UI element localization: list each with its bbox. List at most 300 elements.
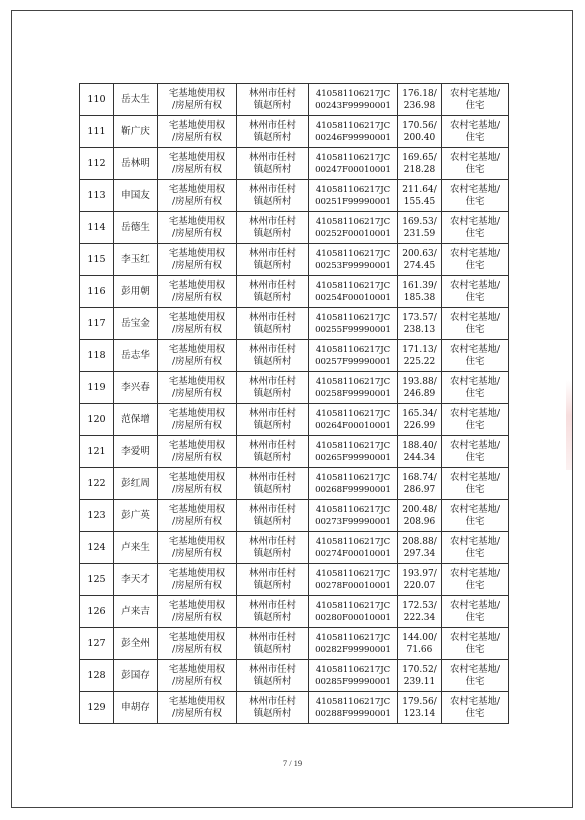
right-type-cell-line: /房屋所有权 xyxy=(171,579,223,591)
location-cell-line: 镇赵所村 xyxy=(253,387,292,399)
unit-code-cell xyxy=(309,564,398,596)
area-cell xyxy=(398,468,442,500)
usage-cell xyxy=(442,372,509,404)
unit-code-cell xyxy=(309,244,398,276)
usage-cell xyxy=(442,436,509,468)
unit-code-cell xyxy=(309,532,398,564)
area-cell-line: 274.45 xyxy=(403,260,436,271)
owner-name-cell: 岳志华 xyxy=(114,340,158,372)
usage-cell-line: 农村宅基地/ xyxy=(449,663,501,675)
area-cell-line: 161.39/ xyxy=(402,280,437,291)
row-number-cell: 122 xyxy=(80,468,114,500)
unit-code-cell xyxy=(309,628,398,660)
unit-code-cell-line: 410581106217JC xyxy=(315,632,391,643)
usage-cell-line: 住宅 xyxy=(465,611,485,623)
unit-code-cell xyxy=(309,84,398,116)
row-number-cell: 112 xyxy=(80,148,114,180)
area-cell-line: 155.45 xyxy=(403,196,436,207)
unit-code-cell xyxy=(309,212,398,244)
unit-code-cell-line: 00280F00010001 xyxy=(315,612,391,623)
table-row xyxy=(80,276,509,308)
unit-code-cell-line: 410581106217JC xyxy=(315,440,391,451)
usage-cell-line: 住宅 xyxy=(465,163,485,175)
usage-cell-line: 住宅 xyxy=(465,227,485,239)
unit-code-cell-line: 410581106217JC xyxy=(315,600,391,611)
usage-cell xyxy=(442,212,509,244)
right-type-cell-line: 宅基地使用权 xyxy=(168,567,226,579)
location-cell-line: 镇赵所村 xyxy=(253,515,292,527)
location-cell-line: 镇赵所村 xyxy=(253,291,292,303)
location-cell-line: 林州市任村 xyxy=(249,407,296,419)
usage-cell xyxy=(442,340,509,372)
usage-cell-line: 农村宅基地/ xyxy=(449,567,501,579)
unit-code-cell-line: 00288F99990001 xyxy=(315,708,391,719)
area-cell-line: 236.98 xyxy=(403,100,436,111)
table-row xyxy=(80,692,509,724)
right-type-cell xyxy=(158,276,237,308)
table-row xyxy=(80,660,509,692)
unit-code-cell-line: 00268F99990001 xyxy=(315,484,391,495)
unit-code-cell-line: 410581106217JC xyxy=(315,376,391,387)
unit-code-cell-line: 00265F99990001 xyxy=(315,452,391,463)
right-type-cell-line: 宅基地使用权 xyxy=(168,439,226,451)
location-cell xyxy=(237,212,309,244)
right-type-cell xyxy=(158,436,237,468)
usage-cell-line: 住宅 xyxy=(465,547,485,559)
area-cell-line: 200.40 xyxy=(403,132,436,143)
unit-code-cell-line: 00247F00010001 xyxy=(315,164,391,175)
table-row xyxy=(80,116,509,148)
owner-name-cell: 李兴春 xyxy=(114,372,158,404)
area-cell-line: 220.07 xyxy=(403,580,436,591)
area-cell-line: 71.66 xyxy=(406,644,433,655)
right-type-cell xyxy=(158,180,237,212)
location-cell xyxy=(237,84,309,116)
location-cell-line: 镇赵所村 xyxy=(253,419,292,431)
location-cell xyxy=(237,148,309,180)
unit-code-cell-line: 00251F99990001 xyxy=(315,196,391,207)
right-type-cell-line: 宅基地使用权 xyxy=(168,471,226,483)
usage-cell-line: 农村宅基地/ xyxy=(449,279,501,291)
usage-cell-line: 住宅 xyxy=(465,515,485,527)
right-type-cell xyxy=(158,628,237,660)
property-rights-table xyxy=(79,83,509,724)
usage-cell-line: 农村宅基地/ xyxy=(449,311,501,323)
area-cell-line: 170.56/ xyxy=(402,120,437,131)
right-type-cell-line: 宅基地使用权 xyxy=(168,663,226,675)
location-cell-line: 镇赵所村 xyxy=(253,547,292,559)
right-type-cell xyxy=(158,500,237,532)
location-cell-line: 林州市任村 xyxy=(249,343,296,355)
right-type-cell xyxy=(158,212,237,244)
area-cell xyxy=(398,308,442,340)
location-cell-line: 林州市任村 xyxy=(249,439,296,451)
area-cell xyxy=(398,180,442,212)
location-cell-line: 林州市任村 xyxy=(249,375,296,387)
right-type-cell-line: 宅基地使用权 xyxy=(168,695,226,707)
usage-cell-line: 住宅 xyxy=(465,643,485,655)
usage-cell-line: 农村宅基地/ xyxy=(449,503,501,515)
usage-cell-line: 住宅 xyxy=(465,387,485,399)
usage-cell-line: 住宅 xyxy=(465,451,485,463)
unit-code-cell-line: 00243F99990001 xyxy=(315,100,391,111)
right-type-cell-line: /房屋所有权 xyxy=(171,323,223,335)
owner-name-cell: 李天才 xyxy=(114,564,158,596)
row-number-cell: 113 xyxy=(80,180,114,212)
usage-cell-line: 住宅 xyxy=(465,355,485,367)
area-cell-line: 193.88/ xyxy=(402,376,437,387)
area-cell xyxy=(398,244,442,276)
unit-code-cell-line: 00264F00010001 xyxy=(315,420,391,431)
unit-code-cell-line: 410581106217JC xyxy=(315,248,391,259)
usage-cell xyxy=(442,244,509,276)
table-row xyxy=(80,628,509,660)
usage-cell-line: 住宅 xyxy=(465,707,485,719)
right-type-cell-line: /房屋所有权 xyxy=(171,195,223,207)
right-type-cell-line: /房屋所有权 xyxy=(171,131,223,143)
location-cell-line: 林州市任村 xyxy=(249,695,296,707)
right-type-cell-line: /房屋所有权 xyxy=(171,227,223,239)
usage-cell xyxy=(442,532,509,564)
location-cell xyxy=(237,596,309,628)
right-type-cell-line: /房屋所有权 xyxy=(171,707,223,719)
right-type-cell-line: 宅基地使用权 xyxy=(168,183,226,195)
right-type-cell-line: 宅基地使用权 xyxy=(168,151,226,163)
usage-cell-line: 住宅 xyxy=(465,675,485,687)
unit-code-cell xyxy=(309,596,398,628)
row-number-cell: 118 xyxy=(80,340,114,372)
right-type-cell xyxy=(158,596,237,628)
right-type-cell xyxy=(158,692,237,724)
area-cell-line: 165.34/ xyxy=(402,408,437,419)
table-row xyxy=(80,180,509,212)
area-cell-line: 172.53/ xyxy=(402,600,437,611)
area-cell xyxy=(398,564,442,596)
usage-cell-line: 住宅 xyxy=(465,579,485,591)
area-cell xyxy=(398,436,442,468)
right-type-cell xyxy=(158,244,237,276)
unit-code-cell-line: 410581106217JC xyxy=(315,568,391,579)
usage-cell-line: 农村宅基地/ xyxy=(449,439,501,451)
unit-code-cell xyxy=(309,468,398,500)
area-cell xyxy=(398,628,442,660)
area-cell xyxy=(398,372,442,404)
location-cell-line: 林州市任村 xyxy=(249,631,296,643)
right-type-cell-line: /房屋所有权 xyxy=(171,387,223,399)
area-cell xyxy=(398,692,442,724)
right-type-cell-line: /房屋所有权 xyxy=(171,547,223,559)
table-row xyxy=(80,148,509,180)
owner-name-cell: 李爱明 xyxy=(114,436,158,468)
area-cell-line: 193.97/ xyxy=(402,568,437,579)
right-type-cell-line: /房屋所有权 xyxy=(171,163,223,175)
usage-cell-line: 住宅 xyxy=(465,291,485,303)
location-cell-line: 镇赵所村 xyxy=(253,195,292,207)
unit-code-cell-line: 410581106217JC xyxy=(315,408,391,419)
owner-name-cell: 岳德生 xyxy=(114,212,158,244)
owner-name-cell: 彭广英 xyxy=(114,500,158,532)
table-row xyxy=(80,564,509,596)
usage-cell xyxy=(442,84,509,116)
unit-code-cell-line: 00273F99990001 xyxy=(315,516,391,527)
table-row xyxy=(80,500,509,532)
right-type-cell-line: 宅基地使用权 xyxy=(168,215,226,227)
right-type-cell xyxy=(158,372,237,404)
location-cell-line: 镇赵所村 xyxy=(253,611,292,623)
right-type-cell-line: 宅基地使用权 xyxy=(168,535,226,547)
right-type-cell-line: 宅基地使用权 xyxy=(168,631,226,643)
right-type-cell-line: 宅基地使用权 xyxy=(168,87,226,99)
location-cell-line: 镇赵所村 xyxy=(253,579,292,591)
unit-code-cell-line: 410581106217JC xyxy=(315,344,391,355)
right-type-cell xyxy=(158,340,237,372)
usage-cell xyxy=(442,628,509,660)
right-type-cell-line: /房屋所有权 xyxy=(171,643,223,655)
location-cell xyxy=(237,628,309,660)
area-cell-line: 185.38 xyxy=(403,292,436,303)
area-cell-line: 222.34 xyxy=(403,612,436,623)
table-row xyxy=(80,340,509,372)
right-type-cell-line: 宅基地使用权 xyxy=(168,119,226,131)
unit-code-cell-line: 410581106217JC xyxy=(315,536,391,547)
unit-code-cell xyxy=(309,340,398,372)
usage-cell-line: 农村宅基地/ xyxy=(449,343,501,355)
location-cell-line: 林州市任村 xyxy=(249,471,296,483)
right-type-cell xyxy=(158,564,237,596)
unit-code-cell-line: 00254F00010001 xyxy=(315,292,391,303)
location-cell xyxy=(237,660,309,692)
location-cell-line: 林州市任村 xyxy=(249,599,296,611)
location-cell-line: 林州市任村 xyxy=(249,567,296,579)
unit-code-cell xyxy=(309,180,398,212)
area-cell-line: 238.13 xyxy=(403,324,436,335)
area-cell-line: 218.28 xyxy=(403,164,436,175)
right-type-cell-line: /房屋所有权 xyxy=(171,451,223,463)
owner-name-cell: 岳林明 xyxy=(114,148,158,180)
row-number-cell: 125 xyxy=(80,564,114,596)
right-type-cell-line: /房屋所有权 xyxy=(171,291,223,303)
location-cell-line: 镇赵所村 xyxy=(253,99,292,111)
right-type-cell xyxy=(158,308,237,340)
location-cell-line: 镇赵所村 xyxy=(253,707,292,719)
owner-name-cell: 卢来吉 xyxy=(114,596,158,628)
usage-cell-line: 农村宅基地/ xyxy=(449,87,501,99)
owner-name-cell: 范保增 xyxy=(114,404,158,436)
location-cell-line: 林州市任村 xyxy=(249,663,296,675)
unit-code-cell-line: 00285F99990001 xyxy=(315,676,391,687)
right-type-cell-line: /房屋所有权 xyxy=(171,355,223,367)
table-body xyxy=(80,84,509,724)
usage-cell xyxy=(442,116,509,148)
usage-cell-line: 农村宅基地/ xyxy=(449,151,501,163)
owner-name-cell: 申胡存 xyxy=(114,692,158,724)
location-cell-line: 镇赵所村 xyxy=(253,259,292,271)
unit-code-cell-line: 410581106217JC xyxy=(315,472,391,483)
area-cell-line: 244.34 xyxy=(403,452,436,463)
right-type-cell-line: /房屋所有权 xyxy=(171,675,223,687)
location-cell xyxy=(237,564,309,596)
row-number-cell: 115 xyxy=(80,244,114,276)
area-cell xyxy=(398,276,442,308)
unit-code-cell-line: 00246F99990001 xyxy=(315,132,391,143)
usage-cell xyxy=(442,148,509,180)
row-number-cell: 114 xyxy=(80,212,114,244)
table-row xyxy=(80,308,509,340)
owner-name-cell: 申国友 xyxy=(114,180,158,212)
unit-code-cell xyxy=(309,660,398,692)
area-cell-line: 246.89 xyxy=(403,388,436,399)
location-cell-line: 镇赵所村 xyxy=(253,483,292,495)
row-number-cell: 117 xyxy=(80,308,114,340)
usage-cell-line: 农村宅基地/ xyxy=(449,407,501,419)
usage-cell-line: 农村宅基地/ xyxy=(449,471,501,483)
location-cell-line: 镇赵所村 xyxy=(253,355,292,367)
right-type-cell-line: /房屋所有权 xyxy=(171,419,223,431)
usage-cell-line: 农村宅基地/ xyxy=(449,695,501,707)
area-cell-line: 179.56/ xyxy=(402,696,437,707)
row-number-cell: 123 xyxy=(80,500,114,532)
right-type-cell-line: /房屋所有权 xyxy=(171,99,223,111)
right-type-cell-line: 宅基地使用权 xyxy=(168,375,226,387)
location-cell-line: 镇赵所村 xyxy=(253,451,292,463)
usage-cell-line: 农村宅基地/ xyxy=(449,375,501,387)
right-type-cell-line: 宅基地使用权 xyxy=(168,503,226,515)
table-row xyxy=(80,436,509,468)
table-row xyxy=(80,532,509,564)
unit-code-cell xyxy=(309,308,398,340)
area-cell xyxy=(398,212,442,244)
area-cell-line: 286.97 xyxy=(403,484,436,495)
usage-cell-line: 住宅 xyxy=(465,483,485,495)
area-cell-line: 144.00/ xyxy=(402,632,437,643)
unit-code-cell-line: 00255F99990001 xyxy=(315,324,391,335)
row-number-cell: 124 xyxy=(80,532,114,564)
row-number-cell: 127 xyxy=(80,628,114,660)
row-number-cell: 128 xyxy=(80,660,114,692)
area-cell-line: 176.18/ xyxy=(402,88,437,99)
usage-cell-line: 农村宅基地/ xyxy=(449,183,501,195)
location-cell xyxy=(237,244,309,276)
usage-cell xyxy=(442,180,509,212)
unit-code-cell-line: 410581106217JC xyxy=(315,312,391,323)
location-cell-line: 林州市任村 xyxy=(249,247,296,259)
area-cell xyxy=(398,532,442,564)
area-cell-line: 188.40/ xyxy=(402,440,437,451)
location-cell-line: 林州市任村 xyxy=(249,311,296,323)
row-number-cell: 120 xyxy=(80,404,114,436)
usage-cell xyxy=(442,500,509,532)
location-cell xyxy=(237,180,309,212)
unit-code-cell-line: 410581106217JC xyxy=(315,664,391,675)
usage-cell-line: 住宅 xyxy=(465,419,485,431)
usage-cell-line: 农村宅基地/ xyxy=(449,535,501,547)
table-row xyxy=(80,244,509,276)
area-cell-line: 171.13/ xyxy=(402,344,437,355)
right-type-cell xyxy=(158,532,237,564)
unit-code-cell xyxy=(309,692,398,724)
unit-code-cell-line: 00252F00010001 xyxy=(315,228,391,239)
row-number-cell: 116 xyxy=(80,276,114,308)
owner-name-cell: 卢来生 xyxy=(114,532,158,564)
unit-code-cell-line: 00253F99990001 xyxy=(315,260,391,271)
area-cell xyxy=(398,500,442,532)
table-row xyxy=(80,212,509,244)
unit-code-cell-line: 00257F99990001 xyxy=(315,356,391,367)
area-cell-line: 200.63/ xyxy=(402,248,437,259)
area-cell-line: 211.64/ xyxy=(402,184,437,195)
area-cell xyxy=(398,84,442,116)
area-cell-line: 168.74/ xyxy=(402,472,437,483)
area-cell-line: 226.99 xyxy=(403,420,436,431)
usage-cell-line: 住宅 xyxy=(465,259,485,271)
location-cell-line: 林州市任村 xyxy=(249,279,296,291)
row-number-cell: 111 xyxy=(80,116,114,148)
location-cell xyxy=(237,436,309,468)
row-number-cell: 129 xyxy=(80,692,114,724)
area-cell-line: 208.88/ xyxy=(402,536,437,547)
owner-name-cell: 彭用朝 xyxy=(114,276,158,308)
right-type-cell-line: 宅基地使用权 xyxy=(168,343,226,355)
page-number: 7 / 19 xyxy=(282,758,303,768)
owner-name-cell: 李玉红 xyxy=(114,244,158,276)
row-number-cell: 121 xyxy=(80,436,114,468)
owner-name-cell: 彭红周 xyxy=(114,468,158,500)
area-cell-line: 200.48/ xyxy=(402,504,437,515)
table-row xyxy=(80,372,509,404)
area-cell-line: 123.14 xyxy=(403,708,436,719)
area-cell-line: 239.11 xyxy=(403,676,436,687)
owner-name-cell: 彭全州 xyxy=(114,628,158,660)
right-type-cell xyxy=(158,148,237,180)
unit-code-cell xyxy=(309,148,398,180)
row-number-cell: 119 xyxy=(80,372,114,404)
location-cell xyxy=(237,532,309,564)
location-cell-line: 镇赵所村 xyxy=(253,323,292,335)
location-cell-line: 镇赵所村 xyxy=(253,131,292,143)
area-cell-line: 170.52/ xyxy=(402,664,437,675)
usage-cell xyxy=(442,564,509,596)
right-type-cell-line: /房屋所有权 xyxy=(171,515,223,527)
usage-cell xyxy=(442,468,509,500)
table-row xyxy=(80,596,509,628)
location-cell-line: 林州市任村 xyxy=(249,119,296,131)
right-type-cell-line: /房屋所有权 xyxy=(171,611,223,623)
location-cell xyxy=(237,692,309,724)
area-cell-line: 208.96 xyxy=(403,516,436,527)
unit-code-cell xyxy=(309,404,398,436)
table-row xyxy=(80,468,509,500)
location-cell-line: 镇赵所村 xyxy=(253,163,292,175)
area-cell xyxy=(398,148,442,180)
usage-cell-line: 住宅 xyxy=(465,99,485,111)
right-type-cell-line: 宅基地使用权 xyxy=(168,279,226,291)
unit-code-cell-line: 410581106217JC xyxy=(315,280,391,291)
right-type-cell-line: 宅基地使用权 xyxy=(168,599,226,611)
location-cell-line: 林州市任村 xyxy=(249,183,296,195)
unit-code-cell-line: 410581106217JC xyxy=(315,696,391,707)
location-cell xyxy=(237,500,309,532)
location-cell xyxy=(237,308,309,340)
right-type-cell xyxy=(158,116,237,148)
unit-code-cell-line: 410581106217JC xyxy=(315,216,391,227)
row-number-cell: 110 xyxy=(80,84,114,116)
location-cell xyxy=(237,276,309,308)
owner-name-cell: 岳太生 xyxy=(114,84,158,116)
area-cell-line: 231.59 xyxy=(403,228,436,239)
unit-code-cell-line: 410581106217JC xyxy=(315,120,391,131)
unit-code-cell-line: 410581106217JC xyxy=(315,504,391,515)
location-cell-line: 镇赵所村 xyxy=(253,227,292,239)
